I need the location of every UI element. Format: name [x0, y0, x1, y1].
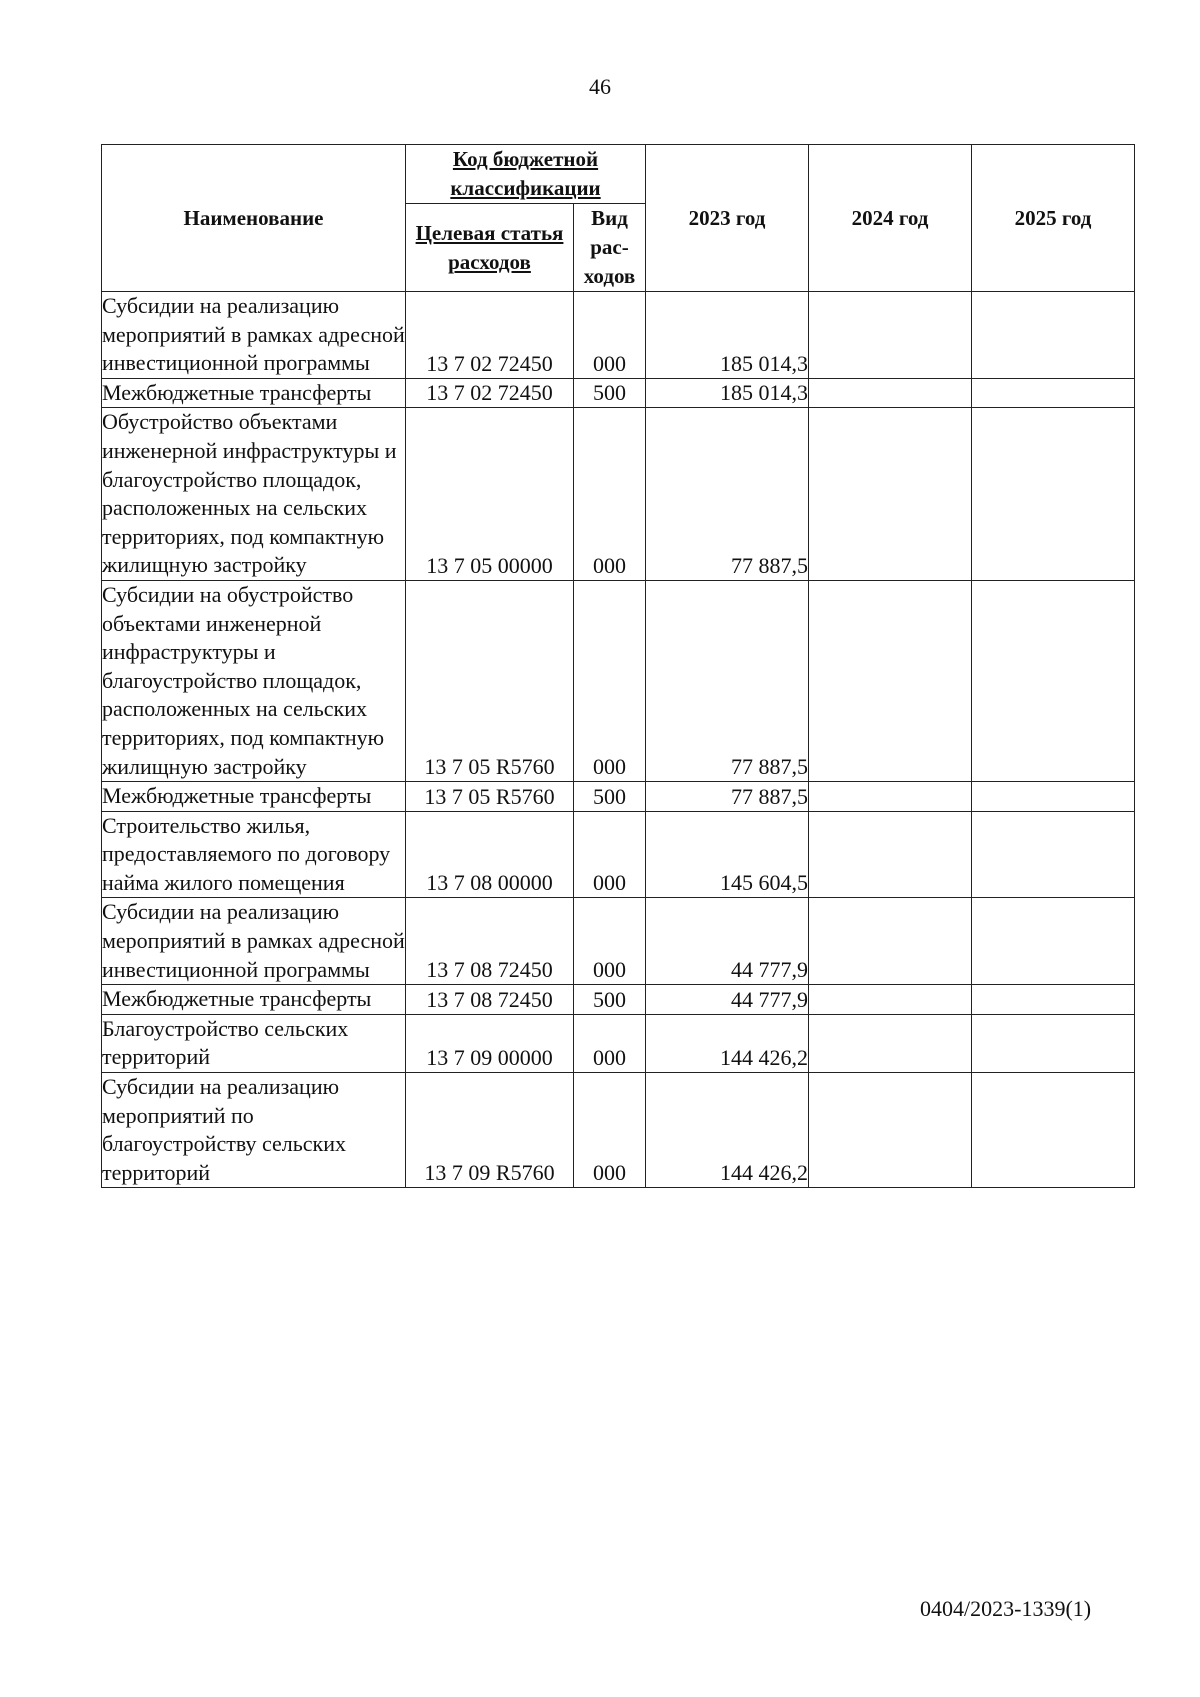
row-amount-2025 — [972, 292, 1135, 379]
row-amount-2023: 44 777,9 — [646, 898, 809, 985]
table-row — [102, 1073, 1135, 1188]
row-amount-2023: 77 887,5 — [646, 782, 809, 812]
row-amount-2025 — [972, 782, 1135, 812]
row-target-article: 13 7 08 00000 — [406, 811, 574, 898]
row-amount-2023: 185 014,3 — [646, 378, 809, 408]
row-target-article: 13 7 09 00000 — [406, 1014, 574, 1072]
row-amount-2023: 77 887,5 — [646, 408, 809, 581]
table-row — [102, 782, 1135, 812]
row-name: Субсидии на реализацию мероприятий в рамках адресной инвестиционной программы — [102, 292, 406, 379]
row-amount-2024 — [809, 580, 972, 781]
row-amount-2025 — [972, 408, 1135, 581]
row-amount-2023: 77 887,5 — [646, 580, 809, 781]
header-expense-type: Вид рас- ходов — [574, 204, 646, 292]
row-amount-2025 — [972, 985, 1135, 1015]
page-number: 46 — [589, 74, 611, 99]
row-target-article: 13 7 08 72450 — [406, 985, 574, 1015]
row-expense-type: 000 — [574, 292, 646, 379]
table-row — [102, 1014, 1135, 1072]
row-target-article: 13 7 05 R5760 — [406, 580, 574, 781]
row-amount-2024 — [809, 408, 972, 581]
row-expense-type: 500 — [574, 985, 646, 1015]
row-expense-type: 000 — [574, 898, 646, 985]
row-amount-2024 — [809, 378, 972, 408]
row-amount-2024 — [809, 292, 972, 379]
row-name: Обустройство объектами инженерной инфраструктуры и благоустройство площадок, расположенных на сельских территориях, под компактную жилищную застройку — [102, 408, 406, 581]
row-amount-2025 — [972, 898, 1135, 985]
row-amount-2025 — [972, 1014, 1135, 1072]
row-amount-2025 — [972, 811, 1135, 898]
row-amount-2023: 145 604,5 — [646, 811, 809, 898]
row-amount-2024 — [809, 985, 972, 1015]
row-amount-2023: 44 777,9 — [646, 985, 809, 1015]
document-code: 0404/2023-1339(1) — [920, 1596, 1092, 1621]
row-expense-type: 000 — [574, 811, 646, 898]
row-name: Субсидии на обустройство объектами инженерной инфраструктуры и благоустройство площадок, расположенных на сельских территориях, под компактную жилищную застройку — [102, 580, 406, 781]
table-row — [102, 580, 1135, 781]
header-name: Наименование — [102, 145, 406, 292]
row-name: Строительство жилья, предоставляемого по договору найма жилого помещения — [102, 811, 406, 898]
header-year-2024: 2024 год — [809, 145, 972, 292]
header-year-2025: 2025 год — [972, 145, 1135, 292]
row-amount-2025 — [972, 1073, 1135, 1188]
row-expense-type: 000 — [574, 1073, 646, 1188]
row-target-article: 13 7 09 R5760 — [406, 1073, 574, 1188]
header-year-2023: 2023 год — [646, 145, 809, 292]
row-target-article: 13 7 05 00000 — [406, 408, 574, 581]
row-name: Межбюджетные трансферты — [102, 378, 406, 408]
row-amount-2024 — [809, 898, 972, 985]
row-target-article: 13 7 02 72450 — [406, 292, 574, 379]
row-amount-2025 — [972, 580, 1135, 781]
row-amount-2025 — [972, 378, 1135, 408]
header-target-article: Целевая статья расходов — [406, 204, 574, 292]
row-amount-2024 — [809, 1073, 972, 1188]
row-amount-2023: 185 014,3 — [646, 292, 809, 379]
row-name: Благоустройство сельских территорий — [102, 1014, 406, 1072]
table-row — [102, 408, 1135, 581]
budget-table — [101, 144, 1135, 1188]
row-name: Межбюджетные трансферты — [102, 782, 406, 812]
row-amount-2023: 144 426,2 — [646, 1073, 809, 1188]
row-name: Субсидии на реализацию мероприятий по благоустройству сельских территорий — [102, 1073, 406, 1188]
row-expense-type: 000 — [574, 1014, 646, 1072]
row-amount-2024 — [809, 1014, 972, 1072]
row-amount-2023: 144 426,2 — [646, 1014, 809, 1072]
header-code-group: Код бюджетной классификации — [406, 145, 646, 204]
table-row — [102, 985, 1135, 1015]
row-amount-2024 — [809, 811, 972, 898]
row-expense-type: 000 — [574, 580, 646, 781]
row-expense-type: 500 — [574, 378, 646, 408]
row-target-article: 13 7 02 72450 — [406, 378, 574, 408]
row-amount-2024 — [809, 782, 972, 812]
row-target-article: 13 7 05 R5760 — [406, 782, 574, 812]
row-expense-type: 000 — [574, 408, 646, 581]
table-row — [102, 292, 1135, 379]
row-expense-type: 500 — [574, 782, 646, 812]
row-target-article: 13 7 08 72450 — [406, 898, 574, 985]
row-name: Субсидии на реализацию мероприятий в рамках адресной инвестиционной программы — [102, 898, 406, 985]
table-row — [102, 898, 1135, 985]
table-row — [102, 811, 1135, 898]
table-row — [102, 378, 1135, 408]
row-name: Межбюджетные трансферты — [102, 985, 406, 1015]
